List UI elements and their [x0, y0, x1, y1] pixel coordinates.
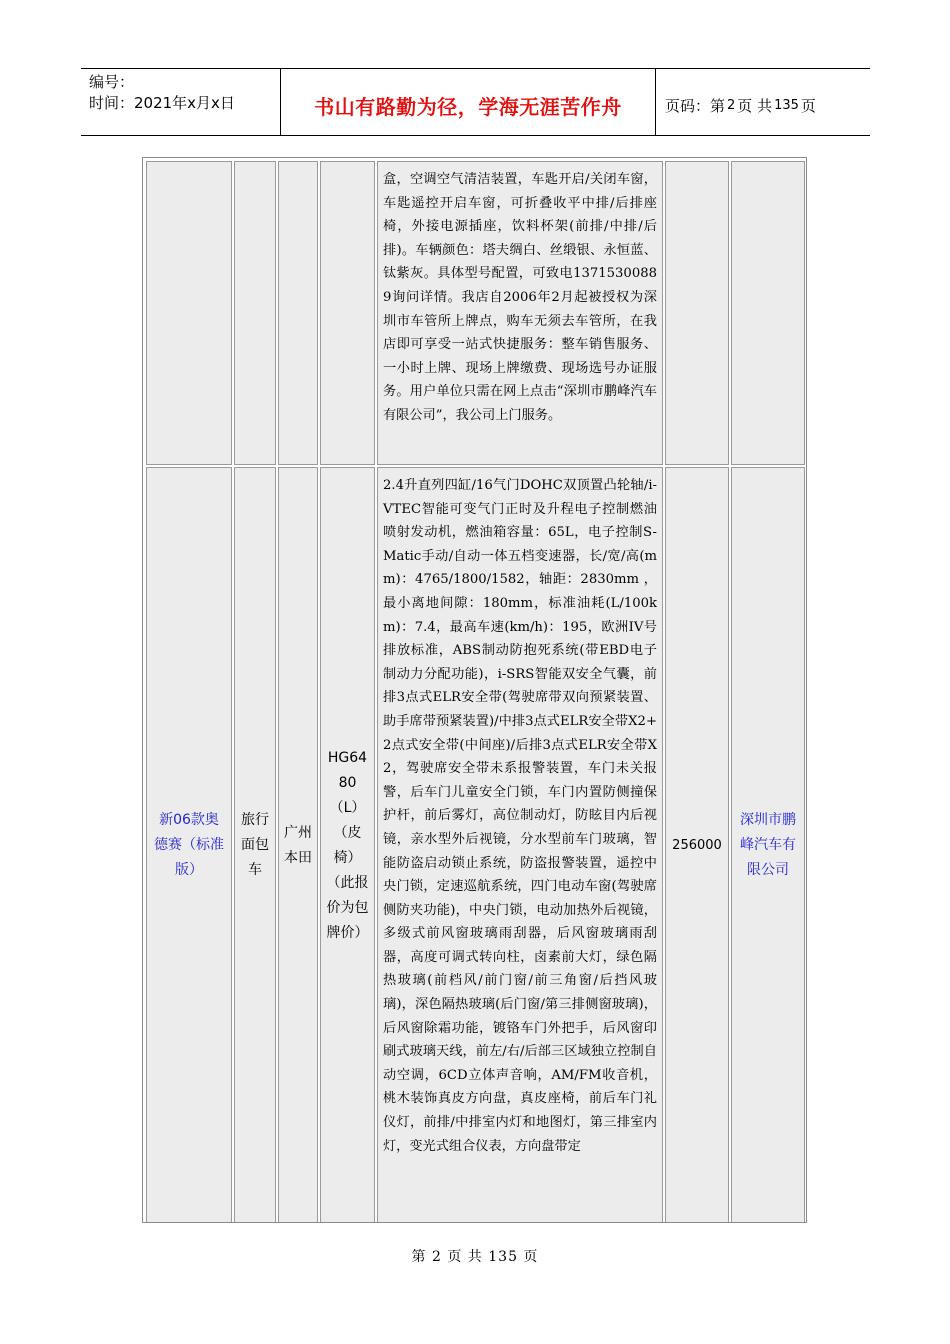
row2-description: 2.4升直列四缸/16气门DOHC双顶置凸轮轴/i-VTEC智能可变气门正时及升程电子控制燃油喷射发动机，燃油箱容量：65L，电子控制S-Matic手动/自动一体五档变速器，长/宽/高(mm)：4765/1800/1582，轴距：2830mm ，最小离地间隙：180mm，标准油耗(L/100km)：7.4，最高车速(km/h)：195，欧洲IV号排放标准，ABS制动防抱死系统(带EBD电子制动力分配功能)，i-SRS智能双安全气囊，前排3点式ELR安全带(驾驶席带双向预紧装置、助手席带预紧装置)/中排3点式ELR安全带X2+2点式安全带(中间座)/后排3点式ELR安全带X2，驾驶席安全带未系报警装置，车门未关报警，后车门儿童安全门锁，车门内置防侧撞保护杆，前后雾灯，高位制动灯，防眩目内后视镜，亲水型外后视镜，分水型前车门玻璃，智能防盗启动锁止系统，防盗报警装置，遥控中央门锁，定速巡航系统，四门电动车窗(驾驶席侧防夹功能)，中央门锁，电动加热外后视镜，多级式前风窗玻璃雨刮器，后风窗玻璃雨刮器，高度可调式转向柱，卤素前大灯，绿色隔热玻璃(前档风/前门窗/前三角窗/后挡风玻璃)，深色隔热玻璃(后门窗/第三排侧窗玻璃)，后风窗除霜功能，镀铬车门外把手，后风窗印刷式玻璃天线，前左/右/后部三区域独立控制自动空调，6CD立体声音响，AM/FM收音机，桃木装饰真皮方向盘，真皮座椅，前后车门礼仪灯，前排/中排室内灯和地图灯，第三排室内灯，变光式组合仪表，方向盘带定 — [377, 467, 663, 1223]
header-motto: 书山有路勤为径，学海无涯苦作舟 — [281, 69, 656, 135]
page-header — [81, 68, 870, 136]
page-number: 2 — [727, 97, 736, 113]
row2-price-cell — [665, 467, 729, 1223]
row1-price-cell — [665, 161, 729, 465]
vehicle-category: 旅行面包车 — [241, 812, 269, 878]
price-value: 256000 — [672, 838, 722, 853]
car-price-table — [142, 157, 807, 1223]
date-line: 时间：2021年x月x日 — [89, 94, 235, 112]
row1-dealer-cell — [731, 161, 805, 465]
row2-dealer-cell — [731, 467, 805, 1223]
row1-maker-cell — [278, 161, 318, 465]
page-mid: 页 共 — [737, 96, 773, 115]
row2-model-cell — [146, 467, 232, 1223]
model-code: HG6480（L）（皮椅）（此报价为包牌价） — [326, 749, 369, 941]
row2-category-cell — [234, 467, 276, 1223]
model-name-link[interactable]: 新06款奥德赛（标准版） — [154, 812, 224, 878]
page-total: 135 — [774, 97, 799, 113]
header-meta — [81, 69, 281, 135]
row1-category-cell — [234, 161, 276, 465]
page-prefix: 页码：第 — [665, 96, 726, 115]
header-page-info — [656, 69, 870, 135]
row2-maker-cell — [278, 467, 318, 1223]
serial-label: 编号： — [89, 73, 135, 91]
row2-code-cell — [320, 467, 375, 1223]
manufacturer: 广州本田 — [284, 824, 312, 866]
page-suffix: 页 — [800, 96, 816, 115]
row1-code-cell — [320, 161, 375, 465]
page-footer: 第 2 页 共 135 页 — [411, 1249, 539, 1265]
row1-model-cell — [146, 161, 232, 465]
row1-description: 盒，空调空气清洁装置，车匙开启/关闭车窗，车匙遥控开启车窗，可折叠收平中排/后排座椅，外接电源插座，饮料杯架(前排/中排/后排)。车辆颜色：塔夫绸白、丝缎银、永恒蓝、钛紫灰。具体型号配置，可致电13715300889询问详情。我店自2006年2月起被授权为深圳市车管所上牌点，购车无须去车管所，在我店即可享受一站式快捷服务：整车销售服务、一小时上牌、现场上牌缴费、现场选号办证服务。用户单位只需在网上点击“深圳市鹏峰汽车有限公司”，我公司上门服务。 — [377, 161, 663, 465]
dealer-link[interactable]: 深圳市鹏峰汽车有限公司 — [740, 812, 796, 878]
